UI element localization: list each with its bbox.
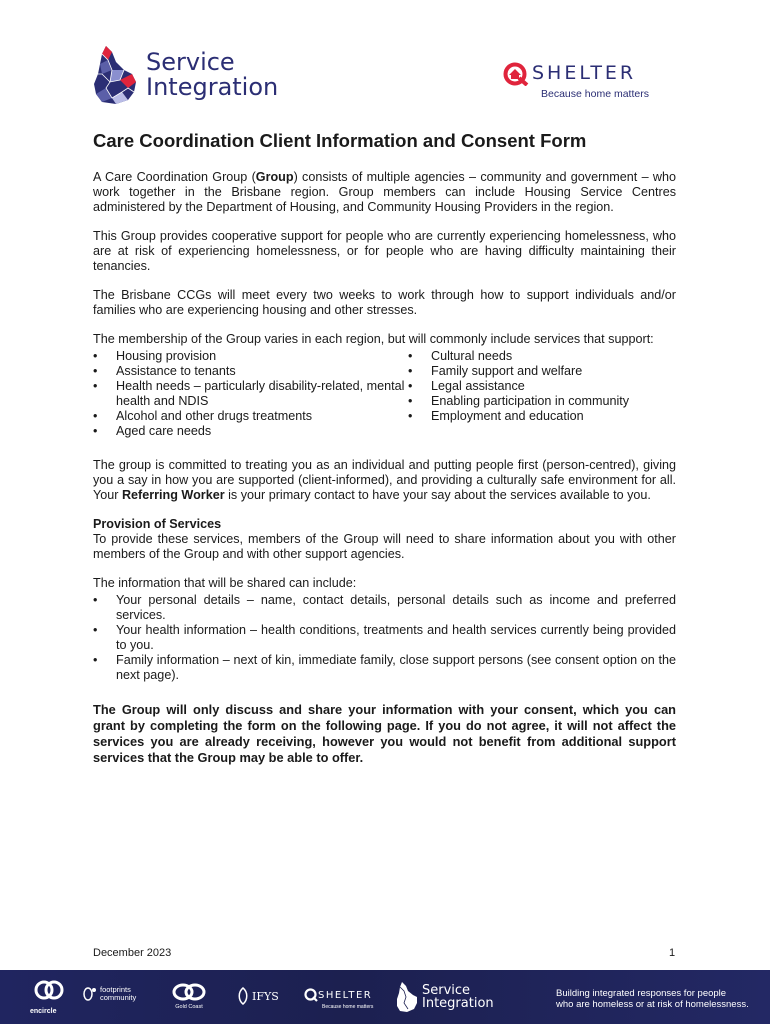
list-item: • Cultural needs [408,349,676,364]
para1-bold: Group [255,170,294,184]
shelter-wordmark: SHELTER [532,62,637,84]
footprints-logo-icon [82,986,98,1006]
shared-info-intro: The information that will be shared can include: [93,576,357,590]
footprints-line-1: footprints [100,985,131,994]
paragraph-commitment [93,458,676,503]
list-item: • Housing provision [93,349,408,364]
si-banner-line-1: Service [422,983,471,998]
page-number: 1 [669,947,676,959]
para1-pre: A Care Coordination Group ( [93,170,256,184]
para5-pre: The group is committed to treating you as an individual and putting people first (person-centred), giving you a say in how you are supported (client-informed), and providing a culturally safe environment for all. Your [93,458,676,502]
list-item: • Family support and welfare [408,364,676,379]
footprints-label [100,986,136,1002]
qshelter-house-icon [503,62,529,86]
banner-tagline-line-1: Building integrated responses for people [556,988,727,999]
footprints-line-2: community [100,993,137,1002]
list-item: • Employment and education [408,409,676,424]
service-integration-logo [92,44,312,106]
shelter-banner-tagline: Because home matters [322,1004,374,1010]
logo-line-service: Service [146,48,235,76]
banner-tagline [556,988,749,1010]
list-item: • Assistance to tenants [93,364,408,379]
goldcoast-label: Gold Coast [175,1004,203,1010]
consent-statement: The Group will only discuss and share your information with your consent, which you can grant by completing the form on the following page. If you do not agree, it will not affect the services you are already receiving, however you would not benefit from additional support services that the Group may be able to offer. [93,702,676,765]
list-item: • Aged care needs [93,424,408,439]
list-item: • Family information – next of kin, immediate family, close support persons (see consent option on the next page). [93,653,676,683]
paragraph-group-definition [93,170,676,215]
service-integration-banner-icon [396,981,418,1013]
list-item: • Enabling participation in community [408,394,676,409]
list-item: • Your personal details – name, contact details, personal details such as income and preferred services. [93,593,676,623]
para1-post: ) consists of multiple agencies – community and government – who work together in the Brisbane region. Group members can include Housing Service Centres administered by the Department of Housing, and Community Housing Providers in the region. [93,170,676,214]
document-title: Care Coordination Client Information and Consent Form [93,130,587,151]
services-list-right [408,349,676,439]
banner-tagline-line-2: who are homeless or at risk of homelessness. [556,999,749,1010]
goldcoast-logo-icon [172,982,206,1002]
paragraph-meetings: The Brisbane CCGs will meet every two weeks to work through how to support individuals and/or families who are experiencing housing and other stresses. [93,288,676,317]
paragraph-membership: The membership of the Group varies in each region, but will commonly include services that support: [93,332,654,346]
qshelter-logo [503,61,673,103]
provision-heading: Provision of Services [93,517,222,531]
list-item: • Legal assistance [408,379,676,394]
logo-line-integration: Integration [146,73,279,101]
shelter-banner-label: SHELTER [318,990,373,1001]
shelter-tagline: Because home matters [541,88,649,100]
ifys-logo-icon [236,986,250,1006]
list-item: • Health needs – particularly disability-related, mental health and NDIS [93,379,408,409]
partner-banner [0,970,770,1024]
ifys-label: IFYS [252,990,279,1003]
services-list-left [93,349,408,439]
encircle-label: encircle [30,1008,57,1015]
list-item: • Your health information – health conditions, treatments and health services currently being provided to you. [93,623,676,653]
services-list [93,349,676,439]
footer-date: December 2023 [93,947,172,959]
para5-post: is your primary contact to have your say about the services available to you. [224,488,651,502]
document-body [93,130,676,780]
shared-info-list [93,593,676,683]
paragraph-support: This Group provides cooperative support for people who are currently experiencing homelessness, who are at risk of experiencing homelessness, or for people who are having difficulty maintaining their tenancies. [93,229,676,273]
provision-text: To provide these services, members of the Group will need to share information about you with other members of the Group and with other support agencies. [93,532,676,561]
service-integration-wordmark [146,50,278,100]
list-item: • Alcohol and other drugs treatments [93,409,408,424]
queensland-map-icon [92,44,142,106]
service-integration-banner-label [422,984,494,1010]
encircle-logo-icon [34,978,64,1006]
si-banner-line-2: Integration [422,996,494,1011]
para5-bold: Referring Worker [121,488,225,502]
qshelter-banner-icon [304,988,318,1002]
